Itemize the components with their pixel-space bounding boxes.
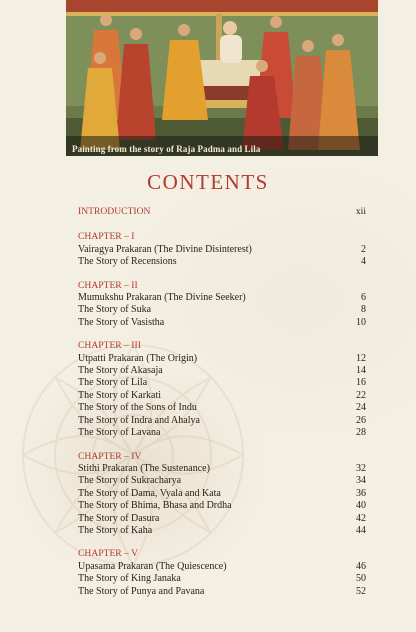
toc-entry[interactable] [78,292,366,304]
toc-entry-title: Vairagya Prakaran (The Divine Disinterest) [78,243,252,255]
toc-entry-page: 6 [361,292,366,304]
toc-entry-title: The Story of Dasura [78,512,160,524]
toc-entry-title: The Story of Karkati [78,389,162,401]
toc-entry[interactable] [78,402,366,414]
toc-entry-page: 42 [356,512,366,524]
toc-entry[interactable] [78,463,366,475]
toc-entry-page: 32 [356,462,366,474]
contents-heading: CONTENTS [147,170,269,194]
toc-entry[interactable] [78,415,366,427]
toc-entry-title: Mumukshu Prakaran (The Divine Seeker) [78,292,246,304]
painting-illustration [66,0,378,156]
toc-entry[interactable] [78,573,366,585]
introduction-label: INTRODUCTION [78,206,151,217]
toc-entry-page: 50 [356,573,366,585]
toc-entry-page: 36 [356,487,366,499]
toc-entry[interactable] [78,304,366,316]
toc-entry-page: 44 [356,524,366,536]
toc-entry[interactable] [78,244,366,256]
chapter-label: CHAPTER – V [78,548,139,560]
toc-entry-page: 16 [356,377,366,389]
toc-entry-title: The Story of Punya and Pavana [78,585,205,597]
toc-entry[interactable] [78,586,366,598]
toc-entry[interactable] [78,513,366,525]
painting-caption: Painting from the story of Raja Padma and Lila [72,144,261,154]
toc-entry-page: 4 [361,256,366,268]
toc-entry-page: 10 [356,316,366,328]
toc-entry[interactable] [78,525,366,537]
toc-entry-title: The Story of Vasistha [78,316,165,328]
introduction-page: xii [355,206,366,217]
toc-entry-title: The Story of the Sons of Indu [78,402,197,414]
toc-entry-page: 24 [356,402,366,414]
toc-entry-page: 40 [356,500,366,512]
toc-entry[interactable] [78,353,366,365]
toc-entry-title: Stithi Prakaran (The Sustenance) [78,462,210,474]
chapter-list [78,231,366,598]
toc-entry[interactable] [78,500,366,512]
toc-entry-title: The Story of Akasaja [78,365,163,377]
toc-entry-title: The Story of Sukracharya [78,475,182,487]
toc-entry-title: The Story of Lavana [78,427,161,439]
toc-entry-page: 2 [361,243,366,255]
chapter-label: CHAPTER – I [78,231,135,243]
toc-entry-page: 26 [356,414,366,426]
toc-entry-title: The Story of Recensions [78,256,177,268]
chapter-label: CHAPTER – II [78,279,138,291]
toc-entry-page: 8 [361,304,366,316]
toc-entry-page: 22 [356,389,366,401]
toc-entry-page: 34 [356,475,366,487]
toc-entry[interactable] [78,365,366,377]
toc-entry[interactable] [78,561,366,573]
toc-entry-title: The Story of King Janaka [78,573,181,585]
toc-entry-page: 28 [356,427,366,439]
toc-entry-title: The Story of Suka [78,304,152,316]
toc-entry[interactable] [78,256,366,268]
toc-entry-page: 46 [356,560,366,572]
toc-entry-title: The Story of Dama, Vyala and Kata [78,487,221,499]
table-of-contents [78,206,366,598]
toc-entry[interactable] [78,427,366,439]
toc-entry-title: Utpatti Prakaran (The Origin) [78,352,198,364]
toc-entry-page: 52 [356,585,366,597]
toc-entry[interactable] [78,377,366,389]
toc-entry[interactable] [78,390,366,402]
toc-entry[interactable] [78,475,366,487]
toc-entry-title: The Story of Indra and Ahalya [78,414,200,426]
toc-introduction[interactable] [78,206,366,218]
toc-entry-title: The Story of Bhima, Bhasa and Drdha [78,500,232,512]
toc-entry-title: The Story of Kaha [78,524,153,536]
chapter-label: CHAPTER – III [78,340,141,352]
toc-entry-page: 12 [356,352,366,364]
toc-entry-title: The Story of Lila [78,377,148,389]
toc-entry[interactable] [78,317,366,329]
toc-entry-title: Upasama Prakaran (The Quiescence) [78,560,227,572]
cover-painting [66,0,378,156]
toc-entry[interactable] [78,488,366,500]
chapter-label: CHAPTER – IV [78,450,142,462]
toc-entry-page: 14 [356,365,366,377]
